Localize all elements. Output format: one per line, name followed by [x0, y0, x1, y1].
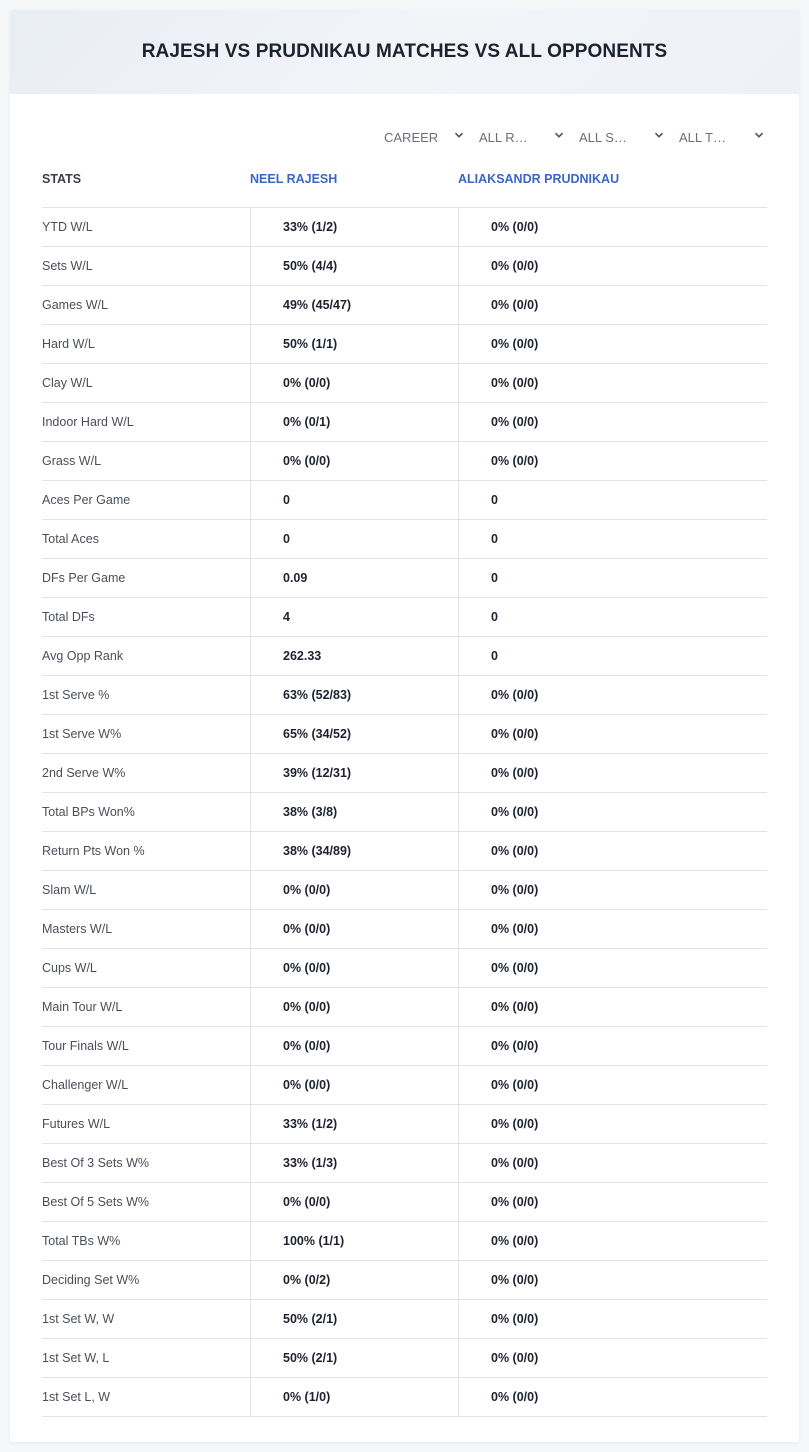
stat-label: Grass W/L: [42, 454, 102, 468]
player2-value: 0% (0/0): [458, 676, 767, 714]
player1-value: 0.09: [250, 559, 458, 597]
stat-label: Total BPs Won%: [42, 805, 135, 819]
player1-value: 0% (0/0): [250, 364, 458, 402]
filter-career-label: CAREER: [384, 129, 439, 145]
filter-tournaments-label: ALL T…: [679, 129, 726, 145]
stat-label: Clay W/L: [42, 376, 93, 390]
table-row: [42, 949, 767, 988]
table-row: [42, 598, 767, 637]
player1-value: 0% (0/1): [250, 403, 458, 441]
player1-value: 262.33: [250, 637, 458, 675]
player1-value: 0% (0/0): [250, 910, 458, 948]
stat-label: Aces Per Game: [42, 493, 131, 507]
chevron-down-icon: [654, 130, 664, 140]
stat-label: Games W/L: [42, 298, 108, 312]
chevron-down-icon: [554, 130, 564, 140]
stat-label: Best Of 5 Sets W%: [42, 1195, 149, 1209]
table-body: [42, 208, 767, 1417]
header-player1-link[interactable]: NEEL RAJESH: [250, 172, 338, 186]
table-header: [42, 170, 767, 208]
table-row: [42, 1144, 767, 1183]
stat-label: Main Tour W/L: [42, 1000, 123, 1014]
player2-value: 0% (0/0): [458, 1222, 767, 1260]
stat-label: 1st Serve %: [42, 688, 110, 702]
stat-label: Avg Opp Rank: [42, 649, 124, 663]
player1-value: 49% (45/47): [250, 286, 458, 324]
table-row: [42, 403, 767, 442]
stat-label: Cups W/L: [42, 961, 97, 975]
table-row: [42, 364, 767, 403]
player1-value: 39% (12/31): [250, 754, 458, 792]
player1-value: 100% (1/1): [250, 1222, 458, 1260]
table-row: [42, 1105, 767, 1144]
filter-rounds-label: ALL R…: [479, 129, 528, 145]
player1-value: 33% (1/3): [250, 1144, 458, 1182]
player1-value: 33% (1/2): [250, 1105, 458, 1143]
stat-label: Challenger W/L: [42, 1078, 129, 1092]
stat-label: Total TBs W%: [42, 1234, 121, 1248]
table-row: [42, 325, 767, 364]
player1-value: 50% (1/1): [250, 325, 458, 363]
player1-value: 0% (0/0): [250, 442, 458, 480]
table-row: [42, 208, 767, 247]
table-row: [42, 793, 767, 832]
stat-label: Best Of 3 Sets W%: [42, 1156, 149, 1170]
player2-value: 0% (0/0): [458, 793, 767, 831]
stat-label: Hard W/L: [42, 337, 95, 351]
table-row: [42, 1066, 767, 1105]
player2-value: 0% (0/0): [458, 1300, 767, 1338]
player2-value: 0: [458, 481, 767, 519]
stat-label: Tour Finals W/L: [42, 1039, 129, 1053]
player2-value: 0% (0/0): [458, 1261, 767, 1299]
stat-label: DFs Per Game: [42, 571, 126, 585]
player1-value: 50% (4/4): [250, 247, 458, 285]
player1-value: 0% (0/0): [250, 1183, 458, 1221]
player1-value: 0% (0/2): [250, 1261, 458, 1299]
player2-value: 0% (0/0): [458, 988, 767, 1026]
player2-value: 0% (0/0): [458, 949, 767, 987]
chevron-down-icon: [454, 130, 464, 140]
table-row: [42, 559, 767, 598]
player1-value: 0% (1/0): [250, 1378, 458, 1416]
player2-value: 0% (0/0): [458, 442, 767, 480]
player2-value: 0: [458, 637, 767, 675]
player2-value: 0% (0/0): [458, 1027, 767, 1065]
stat-label: Futures W/L: [42, 1117, 111, 1131]
player1-value: 0: [250, 520, 458, 558]
stat-label: Deciding Set W%: [42, 1273, 140, 1287]
table-row: [42, 1027, 767, 1066]
stats-card: [10, 10, 799, 1442]
player2-value: 0: [458, 520, 767, 558]
table-row: [42, 247, 767, 286]
player2-value: 0% (0/0): [458, 1339, 767, 1377]
table-row: [42, 442, 767, 481]
table-row: [42, 637, 767, 676]
stat-label: Total DFs: [42, 610, 95, 624]
table-row: [42, 1378, 767, 1417]
stats-table: [42, 170, 767, 1417]
page-header: [10, 10, 799, 94]
filter-surfaces-select[interactable]: [579, 126, 664, 148]
stat-label: 1st Set L, W: [42, 1390, 111, 1404]
player1-value: 38% (34/89): [250, 832, 458, 870]
player1-value: 4: [250, 598, 458, 636]
table-row: [42, 871, 767, 910]
stat-label: Sets W/L: [42, 259, 93, 273]
table-row: [42, 715, 767, 754]
player2-value: 0% (0/0): [458, 715, 767, 753]
stat-label: 1st Set W, L: [42, 1351, 110, 1365]
stat-label: 1st Set W, W: [42, 1312, 115, 1326]
table-row: [42, 832, 767, 871]
chevron-down-icon: [754, 130, 764, 140]
page-title: RAJESH VS PRUDNIKAU MATCHES VS ALL OPPONENTS: [141, 41, 668, 62]
stat-label: 1st Serve W%: [42, 727, 122, 741]
player2-value: 0% (0/0): [458, 247, 767, 285]
player2-value: 0% (0/0): [458, 208, 767, 246]
player1-value: 0% (0/0): [250, 988, 458, 1026]
player2-value: 0% (0/0): [458, 1105, 767, 1143]
table-row: [42, 1222, 767, 1261]
player2-value: 0: [458, 559, 767, 597]
player2-value: 0% (0/0): [458, 1183, 767, 1221]
player1-value: 0% (0/0): [250, 1027, 458, 1065]
header-stats: STATS: [42, 172, 82, 186]
player1-value: 50% (2/1): [250, 1339, 458, 1377]
player2-value: 0% (0/0): [458, 286, 767, 324]
stat-label: Masters W/L: [42, 922, 113, 936]
table-row: [42, 754, 767, 793]
header-player2-link[interactable]: ALIAKSANDR PRUDNIKAU: [458, 172, 620, 186]
player1-value: 0% (0/0): [250, 871, 458, 909]
player2-value: 0% (0/0): [458, 364, 767, 402]
player1-value: 0: [250, 481, 458, 519]
player1-value: 33% (1/2): [250, 208, 458, 246]
filter-rounds-select[interactable]: [479, 126, 564, 148]
table-row: [42, 676, 767, 715]
table-row: [42, 481, 767, 520]
player2-value: 0% (0/0): [458, 1378, 767, 1416]
filter-career-select[interactable]: [384, 126, 464, 148]
stat-label: Return Pts Won %: [42, 844, 145, 858]
player1-value: 0% (0/0): [250, 949, 458, 987]
player1-value: 0% (0/0): [250, 1066, 458, 1104]
player1-value: 63% (52/83): [250, 676, 458, 714]
stat-label: Indoor Hard W/L: [42, 415, 134, 429]
player2-value: 0: [458, 598, 767, 636]
stat-label: Slam W/L: [42, 883, 97, 897]
player2-value: 0% (0/0): [458, 1066, 767, 1104]
table-row: [42, 1300, 767, 1339]
stat-label: YTD W/L: [42, 220, 93, 234]
stat-label: Total Aces: [42, 532, 99, 546]
table-row: [42, 520, 767, 559]
table-row: [42, 286, 767, 325]
player2-value: 0% (0/0): [458, 832, 767, 870]
player2-value: 0% (0/0): [458, 403, 767, 441]
table-row: [42, 1339, 767, 1378]
filter-tournaments-select[interactable]: [679, 126, 764, 148]
player2-value: 0% (0/0): [458, 1144, 767, 1182]
table-row: [42, 1261, 767, 1300]
filter-bar: [10, 126, 799, 148]
player1-value: 38% (3/8): [250, 793, 458, 831]
table-row: [42, 1183, 767, 1222]
player1-value: 65% (34/52): [250, 715, 458, 753]
stat-label: 2nd Serve W%: [42, 766, 126, 780]
table-row: [42, 988, 767, 1027]
table-row: [42, 910, 767, 949]
player2-value: 0% (0/0): [458, 325, 767, 363]
filter-surfaces-label: ALL S…: [579, 129, 627, 145]
player2-value: 0% (0/0): [458, 754, 767, 792]
player1-value: 50% (2/1): [250, 1300, 458, 1338]
player2-value: 0% (0/0): [458, 910, 767, 948]
player2-value: 0% (0/0): [458, 871, 767, 909]
